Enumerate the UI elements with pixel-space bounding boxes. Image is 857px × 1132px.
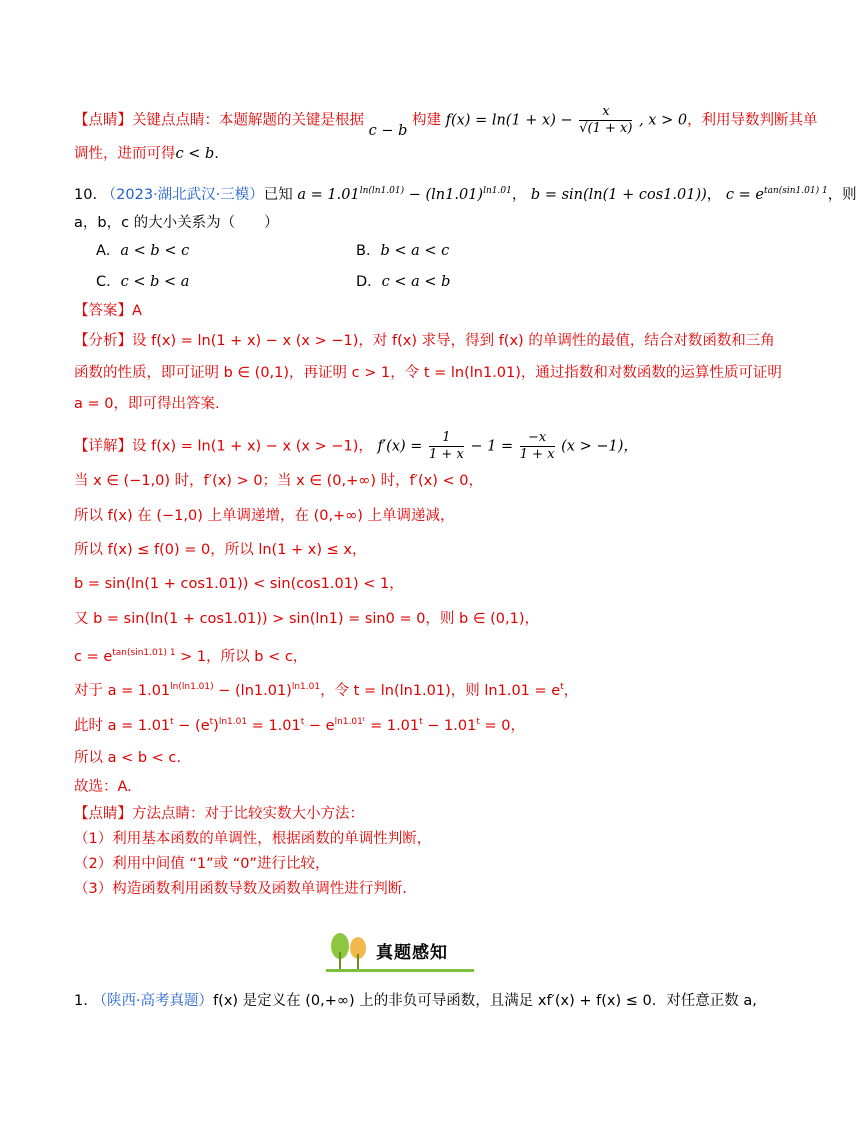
method-item-3: （3）构造函数利用函数导数及函数单调性进行判断. [74,881,407,897]
detail-line9: 此时 $a = 1.01^t - (e^t)^{ln1.01} = 1.01^t - e^{ln1.01ᵗ} = 1.01^t - 1.01^t = 0$， [74,717,525,734]
question-number: 10. [74,186,98,203]
section-banner [326,930,476,972]
detail-line6: 又 b = sin(ln(1 + cos1.01)) > sin(ln1) = sin0 = 0，则 b ∈ (0,1)， [74,611,539,627]
tip-paragraph-line2: 调性，进而可得c < b. [74,146,219,162]
question-1-stem: 1. （陕西·高考真题）f(x) 是定义在 (0,+∞) 上的非负可导函数，且满足 xf′(x) + f(x) ≤ 0．对任意正数 a, [74,993,757,1009]
tree-icon [328,930,374,970]
method-item-2: （2）利用中间值 “1”或 “0”进行比较， [74,856,330,872]
answer-value: A [132,303,142,319]
detail-line3: 所以 f(x) 在 (−1,0) 上单调递增，在 (0,+∞) 上单调递减， [74,508,455,524]
detail-line7: $c = e^{tan(sin1.01) 1} > 1$，所以 b < c， [74,648,308,665]
tip-tag: 【点睛】 [74,112,132,129]
detail-line1: 【详解】设 f(x) = ln(1 + x) − x (x > −1)， f′(x) = $\frac{1}{1 + x}$ − 1 = $\frac{-x}{1 + x}$ (x > −1)， [74,430,638,462]
banner-underline [326,969,474,972]
option-c: C．c < b < a [96,274,190,290]
detail-line2: 当 x ∈ (−1,0) 时，f′(x) > 0；当 x ∈ (0,+∞) 时，f′(x) < 0， [74,473,483,489]
analysis-line2: 函数的性质，即可证明 b ∈ (0,1)，再证明 c > 1，令 t = ln(ln1.01)，通过指数和对数函数的运算性质可证明 [74,365,782,381]
detail-line8: 对于 $a = 1.01^{ln(ln1.01)} - (\ln 1.01)^{ln1.01}$，令 t = ln(ln1.01)，则 $\ln 1.01 = e^t$， [74,682,579,699]
detail-line5: b = sin(ln(1 + cos1.01)) < sin(cos1.01) < 1， [74,576,404,592]
question-10-stem: 10. （2023·湖北武汉·三模）已知 $a = 1.01^{ln(ln1.01)} - (\ln 1.01)^{ln1.01}$， b = sin(ln(1 + cos1.01))， $c = e^{tan(sin1.01) 1}$，则 [74,186,857,203]
option-d: D．c < a < b [356,274,451,290]
question-source: （2023·湖北武汉·三模） [101,186,264,203]
detail-line4: 所以 f(x) ≤ f(0) = 0，所以 ln(1 + x) ≤ x， [74,542,367,558]
detail-line11: 故选：A. [74,779,132,795]
answer-tag: 【答案】 [74,303,132,319]
question-10-stem-line2: a，b，c 的大小关系为（ ） [74,215,279,231]
option-b: B．b < a < c [356,243,450,259]
method-tip-line: 【点睛】方法点睛：对于比较实数大小方法： [74,806,364,822]
analysis-line3: a = 0，即可得出答案. [74,396,220,412]
question-number: 1. [74,993,88,1009]
tip-paragraph-line1: 【点睛】关键点点睛：本题解题的关键是根据 c − b 构建 f(x) = ln(1 + x) − $\frac{x}{√(1 + x)}$ , x > 0，利用导数判断其单 [74,104,818,139]
answer-line [74,300,142,322]
question-source: （陕西·高考真题） [92,993,214,1009]
detail-line10: 所以 a < b < c. [74,750,182,766]
method-item-1: （1）利用基本函数的单调性，根据函数的单调性判断， [74,831,432,847]
banner-title: 真题感知 [376,943,448,963]
option-a: A．a < b < c [96,243,190,259]
analysis-line1: 【分析】设 f(x) = ln(1 + x) − x (x > −1)，对 f(x) 求导，得到 f(x) 的单调性的最值，结合对数函数和三角 [74,333,775,349]
